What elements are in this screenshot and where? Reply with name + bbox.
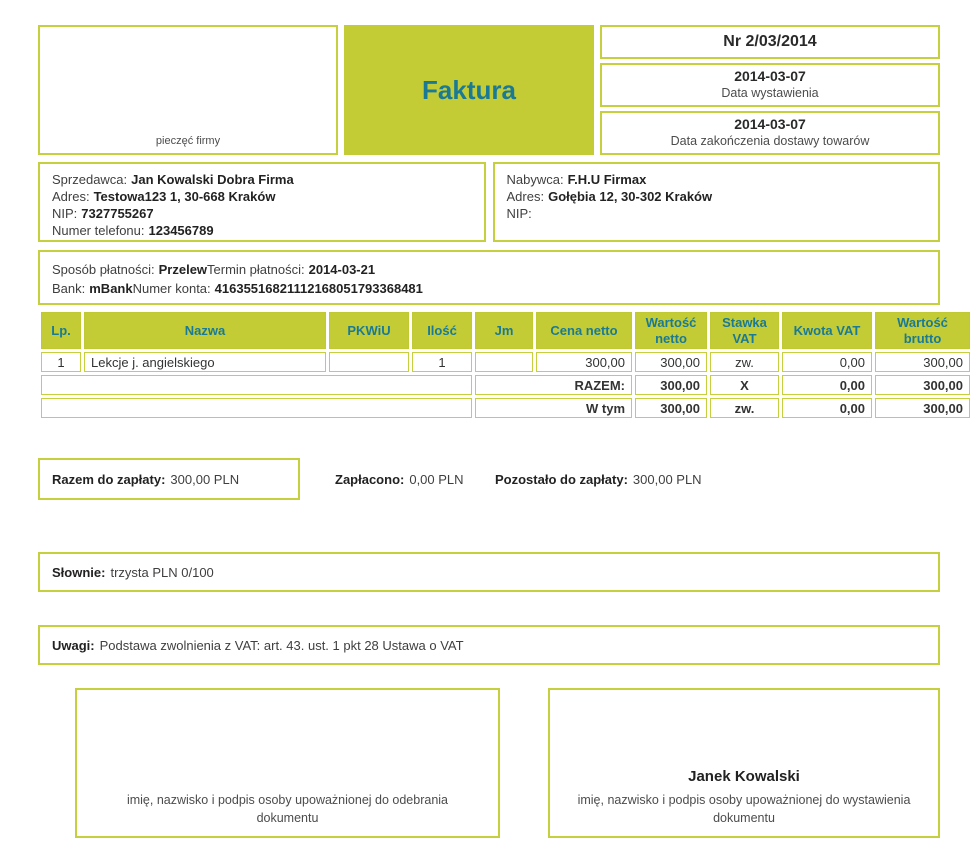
- cell-cena-netto: 300,00: [536, 352, 632, 372]
- buyer-box: [493, 162, 941, 242]
- cell-ilosc: 1: [412, 352, 472, 372]
- razem-stawka: X: [710, 375, 779, 395]
- notes-box: [38, 625, 940, 665]
- paid-line: [335, 458, 464, 500]
- wtym-kwota-vat: 0,00: [782, 398, 872, 418]
- col-header-jm: Jm: [475, 312, 533, 349]
- buyer-address-line: [507, 188, 927, 205]
- seller-nip-line: [52, 205, 472, 222]
- seller-label: Sprzedawca:: [52, 172, 128, 187]
- payment-method: Przelew: [158, 262, 208, 277]
- words-value: trzysta PLN 0/100: [110, 564, 214, 580]
- items-table: [38, 309, 973, 421]
- invoice-number-box: [600, 25, 940, 59]
- issue-date-box: [600, 63, 940, 107]
- page-title: Faktura: [422, 74, 516, 105]
- summary-spacer: [41, 375, 472, 395]
- table-row: [41, 352, 970, 372]
- cell-jm: [475, 352, 533, 372]
- delivery-date-box: [600, 111, 940, 155]
- payment-box: [38, 250, 940, 305]
- remaining-label: Pozostało do zapłaty:: [495, 471, 628, 487]
- col-header-pkwiu: PKWiU: [329, 312, 409, 349]
- cell-item-name: Lekcje j. angielskiego: [84, 352, 326, 372]
- notes-label: Uwagi:: [52, 637, 95, 653]
- col-header-nazwa: Nazwa: [84, 312, 326, 349]
- razem-netto: 300,00: [635, 375, 707, 395]
- total-due-label: Razem do zapłaty:: [52, 471, 166, 487]
- razem-brutto: 300,00: [875, 375, 970, 395]
- summary-spacer: [41, 398, 472, 418]
- payment-bank-line: [52, 279, 926, 298]
- issue-date-label: Data wystawienia: [721, 85, 819, 100]
- buyer-nip-line: [507, 205, 927, 222]
- cell-lp: 1: [41, 352, 81, 372]
- total-due-box: [38, 458, 300, 500]
- remaining-line: [495, 458, 702, 500]
- wtym-netto: 300,00: [635, 398, 707, 418]
- buyer-address-label: Adres:: [506, 189, 545, 204]
- company-stamp-box: [38, 25, 338, 155]
- seller-nip-label: NIP:: [52, 206, 78, 221]
- seller-nip: 7327755267: [81, 206, 154, 221]
- col-header-cena-netto: Cena netto: [536, 312, 632, 349]
- summary-row-razem: [41, 375, 970, 395]
- payment-method-line: [52, 260, 926, 279]
- seller-phone: 123456789: [148, 223, 214, 238]
- receiver-signature-caption: imię, nazwisko i podpis osoby upoważnionej do odebrania dokumentu: [126, 792, 449, 826]
- cell-pkwiu: [329, 352, 409, 372]
- wtym-stawka: zw.: [710, 398, 779, 418]
- signature-box-issuer: [548, 688, 940, 838]
- seller-phone-line: [52, 222, 472, 239]
- issue-date-value: 2014-03-07: [734, 68, 806, 85]
- table-header-row: [41, 312, 970, 349]
- delivery-date-label: Data zakończenia dostawy towarów: [670, 133, 870, 148]
- seller-address-line: [52, 188, 472, 205]
- totals-section: [38, 458, 940, 500]
- account-label: Numer konta:: [132, 281, 211, 296]
- wtym-brutto: 300,00: [875, 398, 970, 418]
- col-header-stawka-vat: Stawka VAT: [710, 312, 779, 349]
- seller-address: Testowa123 1, 30-668 Kraków: [93, 189, 276, 204]
- notes-value: Podstawa zwolnienia z VAT: art. 43. ust. 1 pkt 28 Ustawa o VAT: [99, 637, 464, 653]
- issuer-name: Janek Kowalski: [688, 767, 800, 785]
- paid-value: 0,00 PLN: [409, 471, 464, 487]
- delivery-date-value: 2014-03-07: [734, 116, 806, 133]
- buyer-name: F.H.U Firmax: [567, 172, 647, 187]
- buyer-name-line: [507, 171, 927, 188]
- payment-due-date: 2014-03-21: [308, 262, 376, 277]
- cell-wartosc-netto: 300,00: [635, 352, 707, 372]
- words-label: Słownie:: [52, 564, 106, 580]
- col-header-lp: Lp.: [41, 312, 81, 349]
- items-table-section: [38, 309, 963, 421]
- seller-name-line: [52, 171, 472, 188]
- invoice-number: Nr 2/03/2014: [723, 33, 817, 50]
- seller-name: Jan Kowalski Dobra Firma: [131, 172, 294, 187]
- remaining-value: 300,00 PLN: [632, 471, 702, 487]
- total-due-value: 300,00 PLN: [170, 471, 240, 487]
- col-header-wartosc-brutto: Wartość brutto: [875, 312, 970, 349]
- col-header-ilosc: Ilość: [412, 312, 472, 349]
- account-number: 41635516821112168051793368481: [214, 281, 423, 296]
- amount-in-words-box: [38, 552, 940, 592]
- cell-kwota-vat: 0,00: [782, 352, 872, 372]
- col-header-wartosc-netto: Wartość netto: [635, 312, 707, 349]
- bank-label: Bank:: [52, 281, 86, 296]
- col-header-kwota-vat: Kwota VAT: [782, 312, 872, 349]
- seller-address-label: Adres:: [52, 189, 90, 204]
- payment-due-label: Termin płatności:: [207, 262, 305, 277]
- cell-wartosc-brutto: 300,00: [875, 352, 970, 372]
- signature-box-receiver: [75, 688, 500, 838]
- buyer-address: Gołębia 12, 30-302 Kraków: [548, 189, 713, 204]
- wtym-label: W tym: [475, 398, 632, 418]
- invoice-meta-column: [600, 25, 940, 155]
- razem-kwota-vat: 0,00: [782, 375, 872, 395]
- buyer-nip-label: NIP:: [506, 206, 532, 221]
- summary-row-wtym: [41, 398, 970, 418]
- seller-phone-label: Numer telefonu:: [52, 223, 145, 238]
- stamp-caption: pieczęć firmy: [155, 135, 221, 147]
- invoice-header: [38, 25, 940, 155]
- razem-label: RAZEM:: [475, 375, 632, 395]
- issuer-signature-caption: imię, nazwisko i podpis osoby upoważnionej do wystawienia dokumentu: [577, 792, 911, 826]
- invoice-title-box: [344, 25, 594, 155]
- buyer-label: Nabywca:: [506, 172, 564, 187]
- bank-name: mBank: [89, 281, 133, 296]
- payment-method-label: Sposób płatności:: [52, 262, 155, 277]
- seller-box: [38, 162, 486, 242]
- cell-stawka-vat: zw.: [710, 352, 779, 372]
- parties-section: [38, 162, 940, 242]
- paid-label: Zapłacono:: [335, 471, 405, 487]
